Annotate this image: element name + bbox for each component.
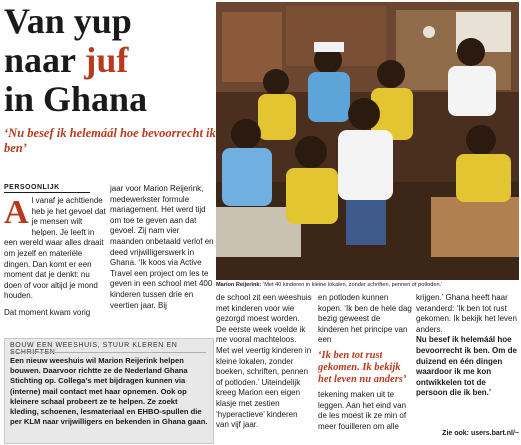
footer-link[interactable]: Zie ook: users.bart.nl/~ bbox=[442, 430, 519, 437]
headline bbox=[4, 2, 216, 119]
column-2-text: jaar voor Marion Reijerink, medewerkster formule management. Het werd tijd om toe te geven aan dat gevoel. Zij nam vier maanden onbetaald verlof en deed vrijwilligerswerk in Ghana. ‘Ik koos via Active Travel een project om les te geven in een school met 400 kinderen tussen drie en veertien jaar. Bij bbox=[110, 184, 214, 310]
article-column-1 bbox=[4, 196, 106, 319]
article-column-5 bbox=[416, 293, 519, 399]
pull-quote: ‘Ik ben tot rust gekomen. Ik bekijk het leven nu anders’ bbox=[318, 349, 407, 385]
subhead: ‘Nu besef ik helemáál hoe bevoorrecht ik ben’ bbox=[4, 126, 216, 155]
column-4-tail: tekening maken uit te leggen. Aan het eind van de les moest ik ze min of meer fouilleren om alle bbox=[318, 389, 407, 431]
sidebar-box-rule bbox=[10, 352, 206, 353]
sidebar-box-title: BOUW EEN WEESHUIS, STUUR KLEREN EN bbox=[10, 342, 178, 349]
article-column-4 bbox=[318, 293, 412, 432]
column-1-tail: Dat moment kwam vorig bbox=[4, 307, 91, 317]
article-column-3 bbox=[216, 293, 312, 431]
sidebar-box-text: Een nieuw weeshuis wil Marion Reijerink helpen bouwen. Daarvoor richtte ze de Nederland Ghana Stichting op. Collega’s met bijdragen kunnen via (interne) mail contact met haar opnemen. Ook op kleinere schaal probeert ze te helpen. Ze zoekt kleding, schoenen, lesmateriaal en EHBO-spullen die per KLM naar vrijwilligers en bekenden in Ghana gaan. bbox=[10, 356, 208, 427]
caption-name: Marion Reijerink: bbox=[216, 282, 262, 288]
kicker-rule bbox=[4, 192, 90, 193]
article-column-2 bbox=[110, 184, 214, 311]
caption-text: ‘Met 40 kinderen in kleine lokalen, zonder schriften, pennen of potloden.’ bbox=[261, 282, 443, 288]
column-4-text: en potloden kunnen kopen. ‘Ik ben de hele dag bezig geweest de kinderen het principe van een bbox=[318, 293, 412, 345]
headline-accent-word: juf bbox=[84, 40, 129, 80]
headline-line-2 bbox=[4, 41, 216, 80]
drop-cap: A bbox=[4, 194, 29, 231]
column-3-text: de school zit een weeshuis met kinderen voor wie gezorgd moest worden. De eerste week voelde ik me vooral machteloos. Met wel veertig kinderen in kleine lokalen, zonder boeken, schriften, pennen of potloden.’ Uiteindelijk kreeg Marion een eigen klasje met zestien ‘hyperactieve’ kinderen van vijf jaar. bbox=[216, 293, 312, 430]
headline-line-3: in Ghana bbox=[4, 79, 148, 119]
classroom-photo bbox=[216, 2, 519, 280]
headline-line-2-a: naar bbox=[4, 40, 85, 80]
column-1-text: l vanaf je achttiende heb je het gevoel dat je mensen wilt helpen. Je leeft in een wereld waar alles draait om jezelf en materiële dingen. Dan komt er een moment dat je denkt: nu doen of voor altijd je mond houden. bbox=[4, 196, 106, 301]
headline-line-1: Van yup bbox=[4, 1, 132, 41]
column-5-bold-text: Nu besef ik helemáál hoe bevoorrecht ik ben. Om de duizend en één dingen waardoor ik me kon ontwikkelen tot de persoon die ik ben.’ bbox=[416, 335, 517, 398]
column-5-text: krijgen.’ Ghana heeft haar veranderd: ‘Ik ben tot rust gekomen. Ik bekijk het leven anders. bbox=[416, 293, 517, 334]
section-kicker: PERSOONLIJK bbox=[4, 184, 60, 191]
photo-caption bbox=[216, 282, 519, 289]
